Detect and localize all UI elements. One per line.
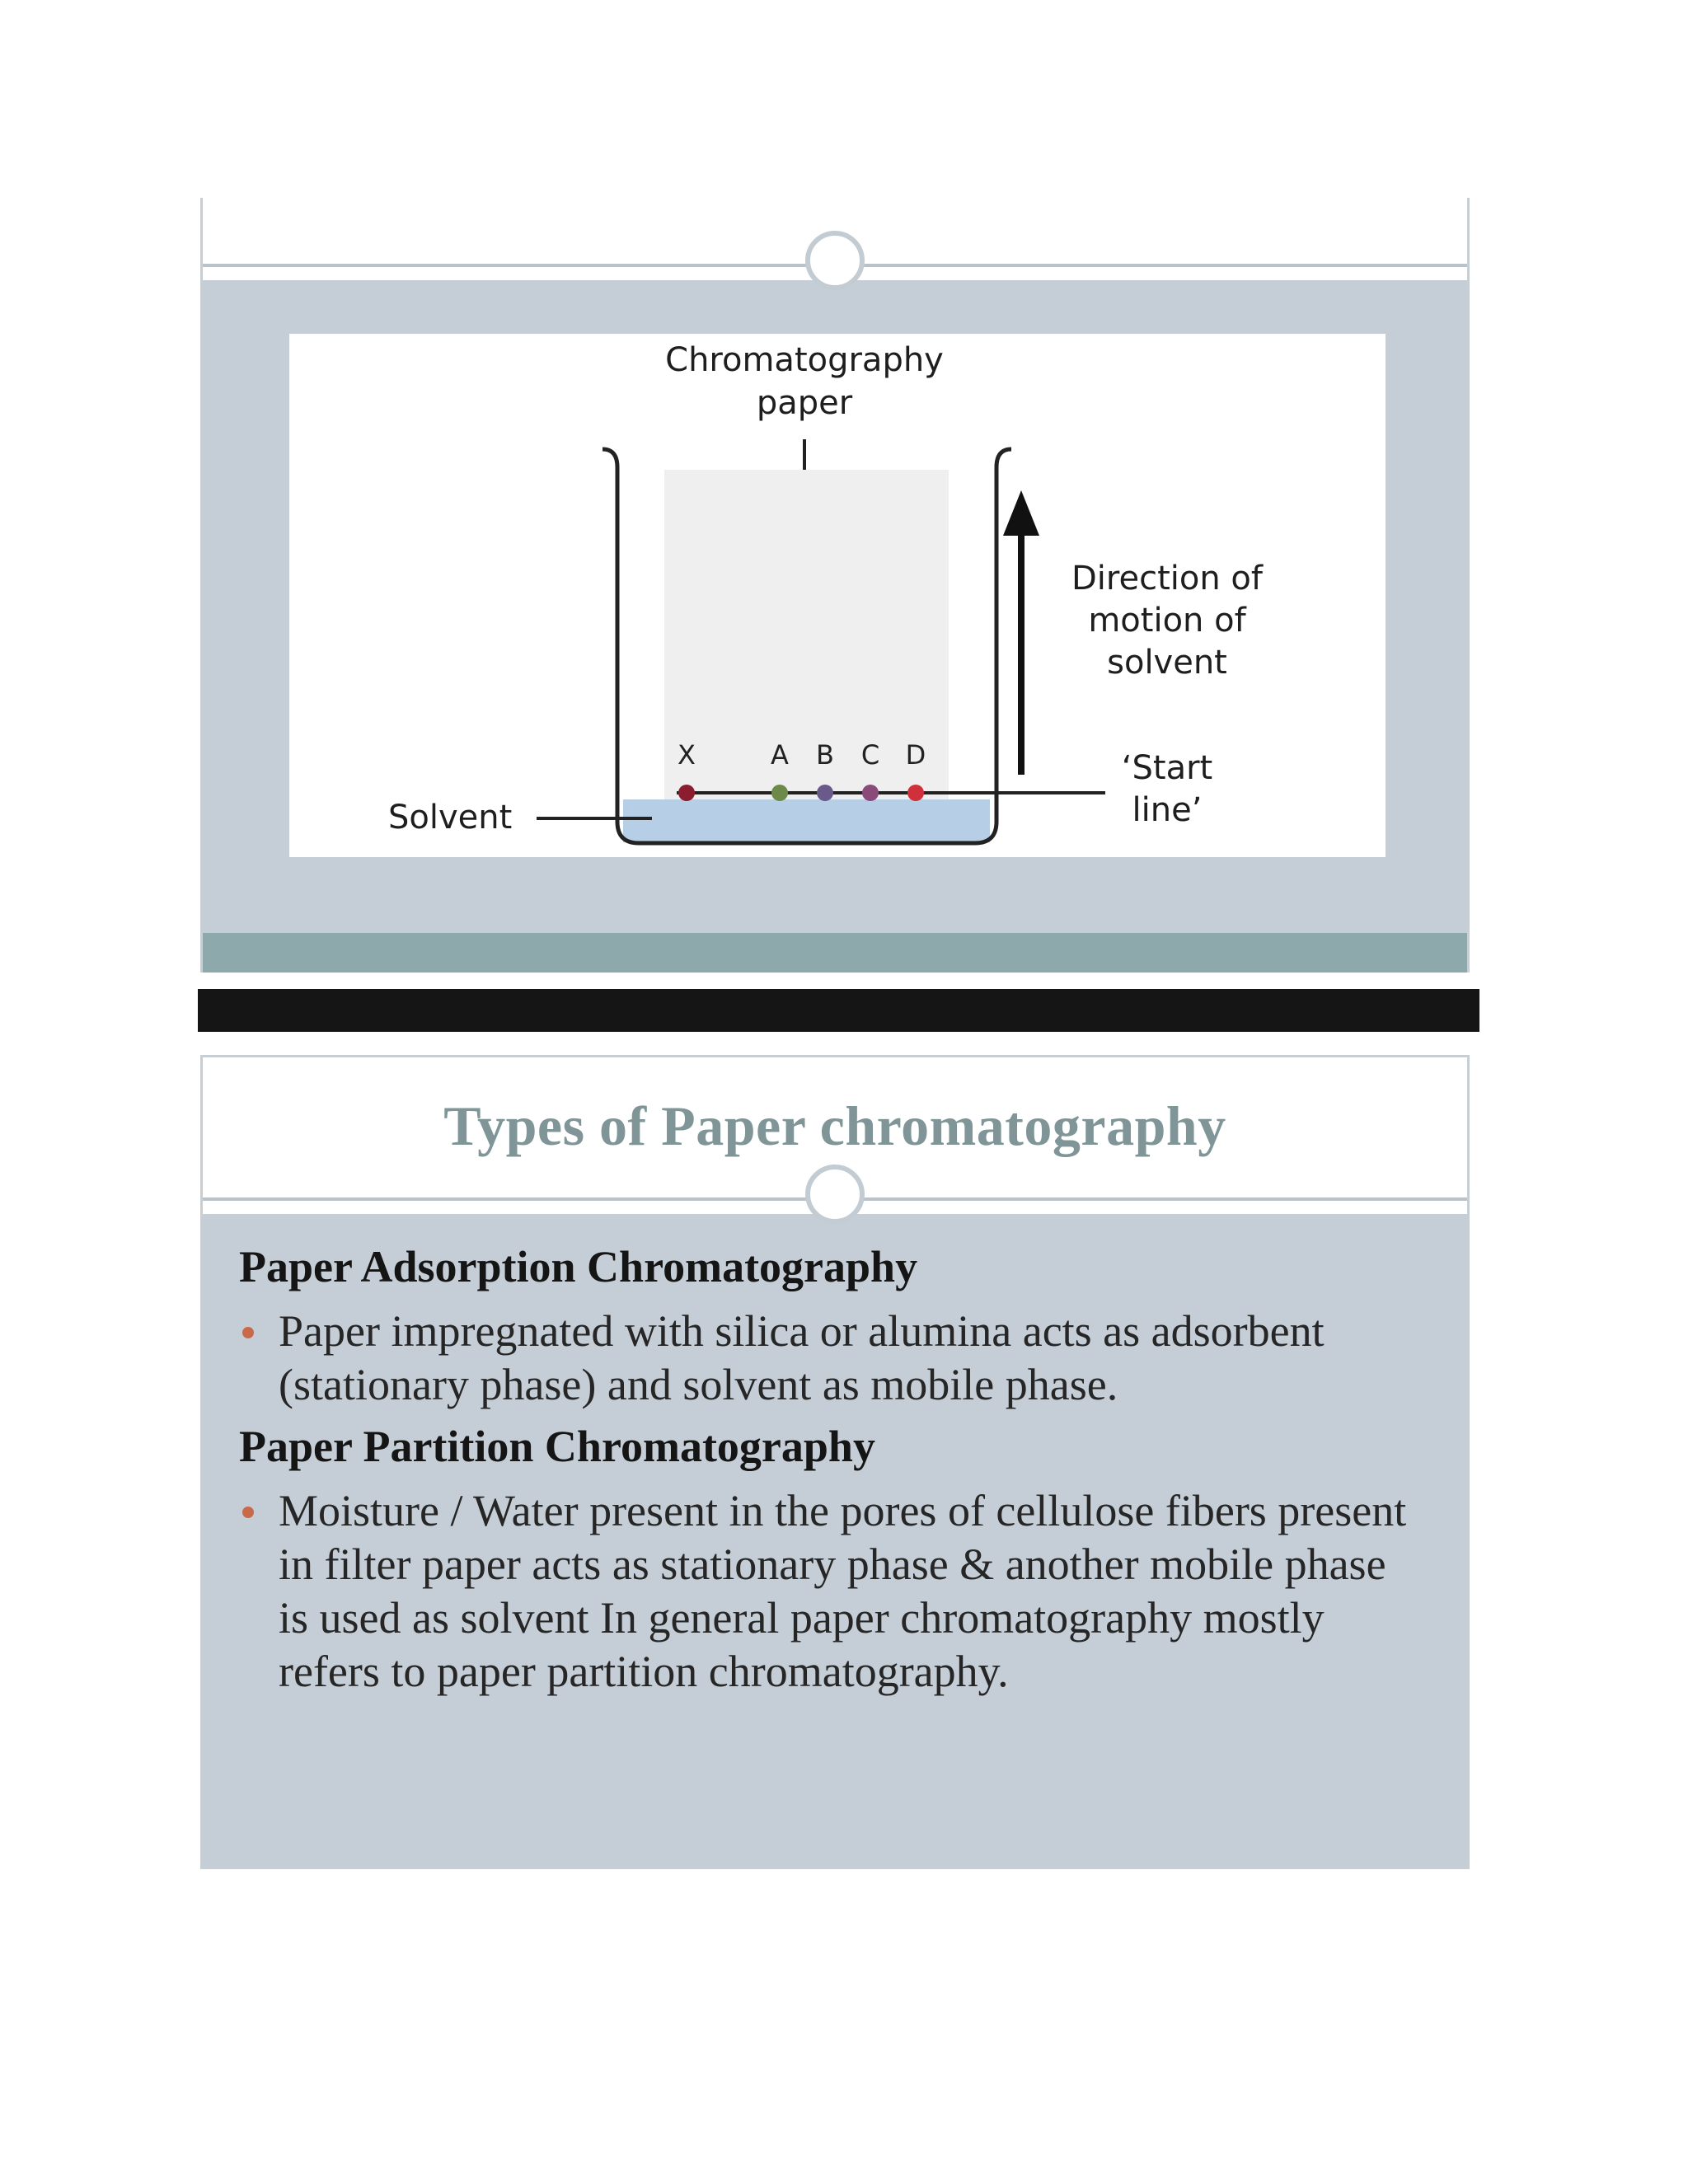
spot-d xyxy=(907,785,924,801)
spot-c xyxy=(862,785,879,801)
chromatography-diagram xyxy=(289,334,1386,857)
slide-content xyxy=(239,1240,1426,1707)
bullet-adsorption xyxy=(239,1305,1426,1412)
bullet-dot-icon xyxy=(242,1507,254,1518)
chromatography-paper xyxy=(664,470,949,832)
slide-title: Types of Paper chromatography xyxy=(443,1094,1226,1157)
direction-label-line3: solvent xyxy=(1107,644,1227,682)
spot-label-x: X xyxy=(678,739,696,771)
paper-label-line1: Chromatography xyxy=(665,341,944,379)
bullet-text: Paper impregnated with silica or alumina acts as adsorbent (stationary phase) and solvent as mobile phase. xyxy=(279,1306,1325,1409)
footer-band xyxy=(203,933,1467,972)
solvent-label: Solvent xyxy=(388,799,513,837)
bullet-partition xyxy=(239,1484,1426,1699)
spot-label-c: C xyxy=(860,739,880,771)
slide-divider xyxy=(198,989,1479,1032)
spot-label-d: D xyxy=(905,739,926,771)
direction-label-line1: Direction of xyxy=(1071,560,1263,598)
solvent-layer xyxy=(623,799,990,842)
ring-ornament xyxy=(805,1165,865,1224)
spot-label-a: A xyxy=(771,739,789,771)
spot-x xyxy=(678,785,695,801)
start-line-label-line2: line’ xyxy=(1132,791,1203,829)
spot-a xyxy=(771,785,788,801)
paper-label-line2: paper xyxy=(756,384,853,422)
diagram-slide xyxy=(200,198,1470,972)
start-line-label-line1: ‘Start xyxy=(1121,749,1213,787)
direction-arrow-head xyxy=(1003,490,1039,536)
section-heading-adsorption: Paper Adsorption Chromatography xyxy=(239,1242,918,1291)
ring-ornament xyxy=(805,231,865,290)
direction-label-line2: motion of xyxy=(1088,602,1246,640)
section-heading-partition: Paper Partition Chromatography xyxy=(239,1422,875,1471)
spot-b xyxy=(817,785,833,801)
bullet-dot-icon xyxy=(242,1327,254,1338)
text-slide xyxy=(200,1055,1470,1869)
bullet-text: Moisture / Water present in the pores of cellulose fibers present in filter paper acts as stationary phase & another mobile phase is used as solvent In general paper chromatography mostly refers to paper partition chromatography. xyxy=(279,1486,1407,1696)
spot-label-b: B xyxy=(816,739,834,771)
diagram-svg xyxy=(289,334,1386,857)
